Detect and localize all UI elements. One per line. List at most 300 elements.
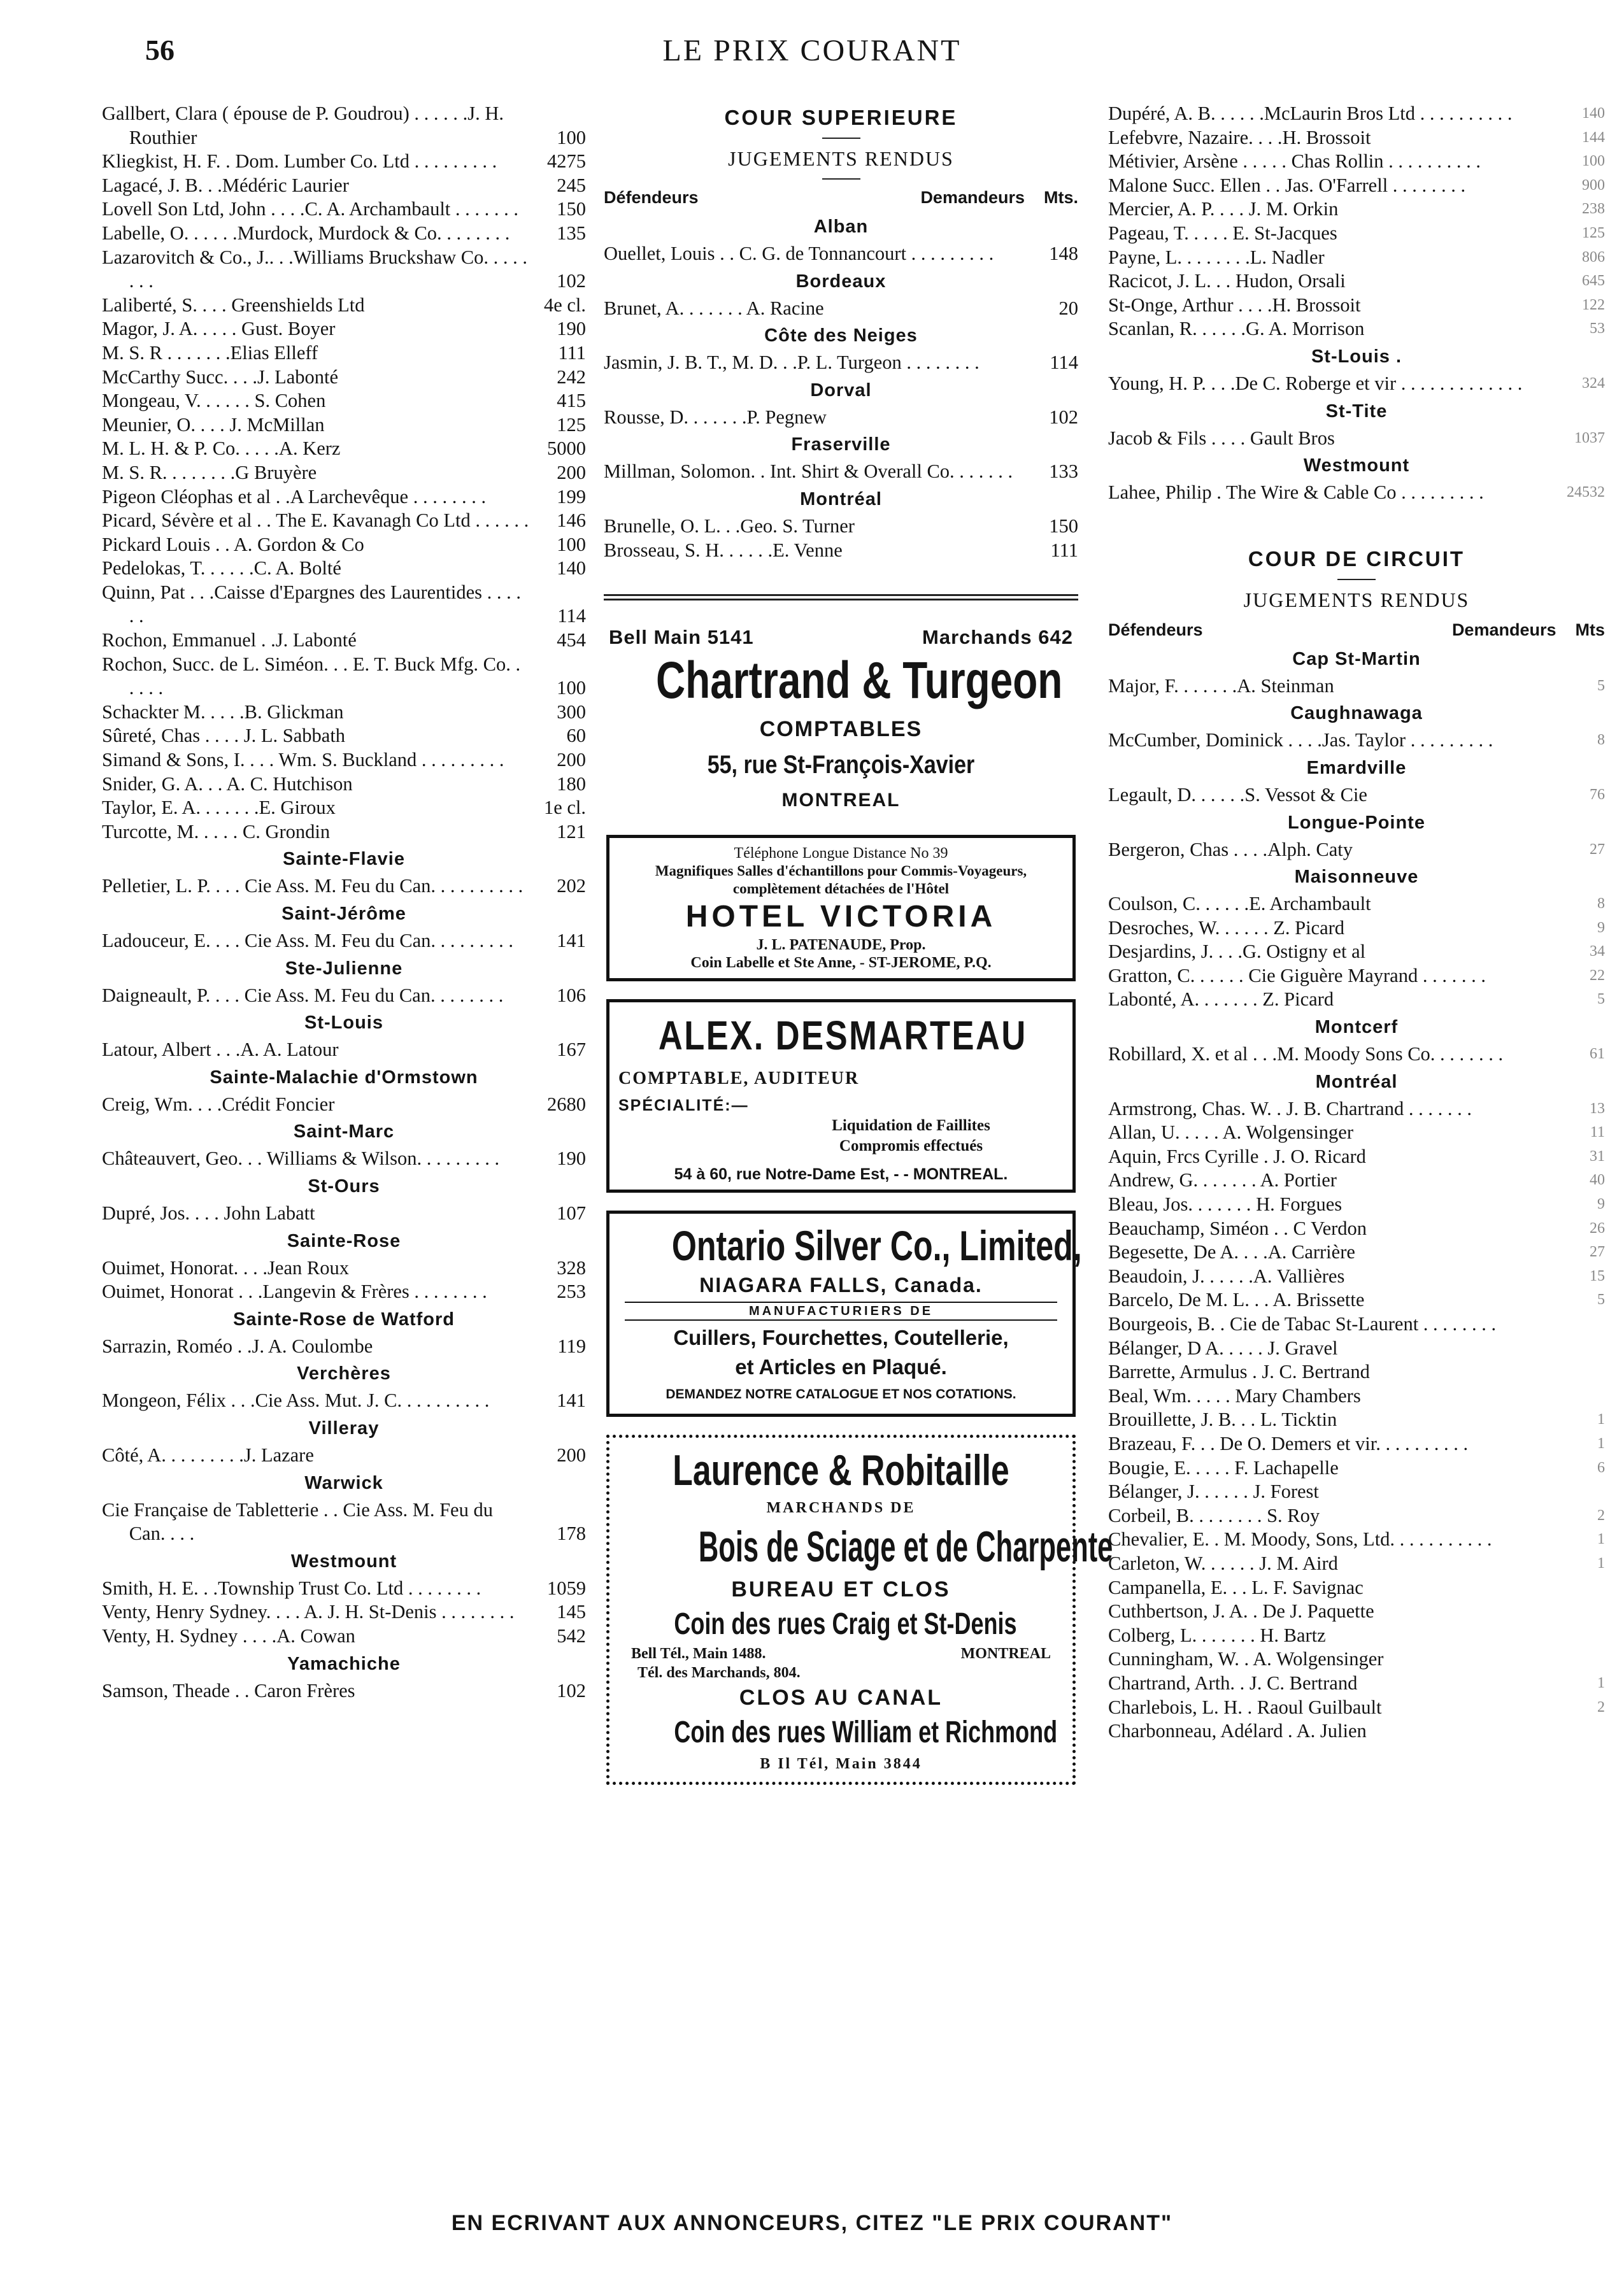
section-heading: Longue-Pointe [1288,812,1425,833]
entry-parties: Lovell Son Ltd, John . . . .C. A. Archambault . . . . . . . [102,198,519,220]
superior-court-title: COUR SUPERIEURE [724,106,958,129]
entry-parties: Métivier, Arsène . . . . . Chas Rollin . . . . . . . . . . [1108,150,1481,173]
judgment-entry [102,1679,586,1703]
judgment-entry [1108,1480,1605,1504]
judgment-entry [604,242,1078,266]
entry-parties: Bergeron, Chas . . . .Alph. Caty [1108,838,1353,860]
judgment-entry [102,413,586,437]
entry-parties: Gratton, C. . . . . . Cie Giguère Mayrand . . . . . . . [1108,964,1486,986]
judgment-entry [1108,783,1605,807]
section-heading: Sainte-Malachie d'Ormstown [210,1067,478,1088]
entry-amount: 4e cl. [543,294,586,316]
ontario-footer: DEMANDEZ NOTRE CATALOGUE ET NOS COTATIONS. [666,1387,1016,1402]
entry-parties: Kliegkist, H. F. . Dom. Lumber Co. Ltd . . . . . . . . . [102,150,497,173]
ad-laurence-robitaille [606,1435,1113,1785]
entry-parties: Rochon, Emmanuel . .J. Labonté [102,629,357,651]
ad-ontario-silver [606,1211,1082,1417]
judgment-entry [102,317,586,341]
entry-amount: 1 [1597,1674,1605,1691]
header-mts: Mts. [1044,188,1078,207]
entry-amount: 806 [1582,248,1605,266]
entry-parties: M. S. R. . . . . . . .G Bruyère [102,461,317,483]
entry-parties: Desroches, W. . . . . . Z. Picard [1108,916,1345,939]
entry-parties: Ladouceur, E. . . . Cie Ass. M. Feu du Can. . . . . . . . . [102,930,513,951]
entry-amount: 5000 [547,437,586,460]
judgment-entry [102,1038,586,1062]
entry-parties: Mongeon, Félix . . .Cie Ass. Mut. J. C. . . . . . . . . . [102,1389,490,1412]
judgment-entry [1108,1042,1605,1067]
judgment-entry [1108,269,1605,294]
entry-amount: 1e cl. [543,797,586,819]
judgment-entry [1108,728,1605,753]
divider [822,178,860,180]
judgment-entry [1108,1312,1605,1337]
judgment-entry [1108,1265,1605,1289]
entry-parties: Cie Française de Tabletterie . . Cie Ass. M. Feu du Can. . . . [102,1498,493,1545]
lr-bureau: BUREAU ET CLOS [731,1577,951,1602]
section-heading: St-Louis [304,1013,383,1034]
judgment-entry [102,984,586,1008]
ad-chartrand-turgeon [604,626,1078,817]
judgment-entry [1108,1504,1605,1528]
section-heading: Villeray [308,1418,380,1439]
right-column-continued-list [1108,102,1605,505]
ontario-products-1: Cuillers, Fourchettes, Coutellerie, [673,1326,1009,1350]
entry-parties: Allan, U. . . . . A. Wolgensinger [1108,1121,1353,1144]
section-heading: Saint-Jérôme [281,904,406,924]
entry-parties: Mongeau, V. . . . . . S. Cohen [102,390,326,412]
divider [1337,579,1376,580]
entry-parties: Corbeil, B. . . . . . . . S. Roy [1108,1504,1320,1526]
entry-parties: Charlebois, L. H. . Raoul Guilbault [1108,1696,1382,1718]
entry-parties: M. S. R . . . . . . .Elias Elleff [102,341,318,364]
judgment-entry [102,366,586,390]
section-heading: Montcerf [1314,1017,1399,1038]
judgment-entry [1108,294,1605,318]
middle-column [604,102,1113,1803]
judgment-entry [102,653,586,700]
entry-parties: Barrette, Armulus . J. C. Bertrand [1108,1361,1370,1383]
entry-parties: Young, H. P. . . .De C. Roberge et vir . . . . . . . . . . . . . [1108,372,1523,394]
entry-amount: 5 [1597,677,1605,694]
judgment-entry [102,150,586,174]
section-heading: Sainte-Flavie [283,849,405,870]
judgment-entry [102,509,586,533]
entry-parties: Smith, H. E. . .Township Trust Co. Ltd . . . . . . . . [102,1577,481,1599]
entry-parties: Dupré, Jos. . . . John Labatt [102,1202,315,1224]
judgment-entry [1108,988,1605,1012]
entry-parties: Coulson, C. . . . . .E. Archambault [1108,893,1371,915]
alex-service-faillites: Liquidation de Faillites [832,1117,990,1135]
section-heading: St-Louis . [1311,346,1402,367]
judgment-entry [1108,222,1605,246]
entry-parties: Millman, Solomon. . Int. Shirt & Overall Co. . . . . . . [604,460,1013,483]
entry-parties: Sarrazin, Roméo . .J. A. Coulombe [102,1335,373,1357]
judgment-entry [102,929,586,953]
entry-amount: 1 [1597,1411,1605,1428]
entry-parties: Châteauvert, Geo. . . Williams & Wilson. . . . . . . . . [102,1148,500,1170]
entry-amount: 200 [557,749,586,771]
judgment-entry [102,533,586,557]
entry-amount: 114 [1050,352,1078,374]
judgment-entry [1108,1360,1605,1384]
entry-parties: McCumber, Dominick . . . .Jas. Taylor . . . . . . . . . [1108,729,1493,751]
entry-amount: 202 [557,875,586,897]
entry-amount: 167 [557,1039,586,1061]
entry-parties: Brunelle, O. L. . .Geo. S. Turner [604,515,855,537]
section-heading: Fraserville [791,434,891,455]
entry-parties: Major, F. . . . . . .A. Steinman [1108,674,1334,697]
entry-amount: 141 [557,930,586,951]
entry-amount: 150 [1049,515,1078,537]
entry-parties: Labelle, O. . . . . .Murdock, Murdock & Co. . . . . . . . [102,222,510,244]
right-column [1108,102,1605,1744]
alex-address: 54 à 60, rue Notre-Dame Est, - - MONTREAL. [674,1165,1008,1184]
entry-amount: 100 [557,533,586,555]
entry-parties: Scanlan, R. . . . . .G. A. Morrison [1108,318,1365,340]
section-heading: Montréal [800,488,882,509]
entry-parties: Venty, Henry Sydney. . . . A. J. H. St-Denis . . . . . . . . [102,1601,515,1623]
ad-firm-name: Chartrand & Turgeon [655,651,1063,710]
section-heading: Saint-Marc [293,1121,395,1142]
entry-amount: 61 [1590,1046,1605,1063]
ad-bell-phone: Bell Main 5141 [609,626,754,649]
entry-amount: 114 [557,605,586,627]
judgment-entry [1108,1552,1605,1576]
judgment-entry [102,1389,586,1413]
hotel-description: Magnifiques Salles d'échantillons pour Commis-Voyageurs, complètement détachées de l'Hôtel [655,863,1027,897]
judgment-entry [102,557,586,581]
entry-amount: 133 [1049,460,1078,483]
header-demandeurs: Demandeurs [1451,620,1556,639]
ad-profession: COMPTABLES [759,717,923,742]
judgment-entry [102,772,586,797]
entry-parties: Bleau, Jos. . . . . . . H. Forgues [1108,1193,1343,1216]
entry-amount: 31 [1590,1148,1605,1165]
judgment-entry [1108,1408,1605,1432]
entry-amount: 15 [1590,1267,1605,1284]
entry-amount: 125 [557,413,586,436]
judgment-entry [102,1600,586,1624]
entry-parties: Brunet, A. . . . . . . A. Racine [604,297,824,319]
entry-parties: Taylor, E. A. . . . . . .E. Giroux [102,797,336,819]
section-heading: St-Tite [1325,401,1388,422]
entry-parties: Beauchamp, Siméon . . C Verdon [1108,1217,1367,1239]
entry-parties: Laliberté, S. . . . Greenshields Ltd [102,294,365,316]
entry-parties: Quinn, Pat . . .Caisse d'Epargnes des Laurentides . . . . . . [102,581,522,627]
entry-parties: Labonté, A. . . . . . . Z. Picard [1108,988,1334,1011]
judgment-entry [102,461,586,485]
entry-amount: 27 [1590,841,1605,858]
hotel-name: HOTEL VICTORIA [685,900,997,934]
entry-parties: Chartrand, Arth. . J. C. Bertrand [1108,1672,1358,1694]
entry-amount: 542 [557,1624,586,1647]
judgment-entry [1108,102,1605,126]
judgment-entry [1108,481,1605,505]
section-heading: Caughnawaga [1290,703,1423,724]
entry-parties: Mercier, A. P. . . . J. M. Orkin [1108,198,1339,220]
entry-parties: Meunier, O. . . . J. McMillan [102,413,325,436]
judgment-entry [102,1624,586,1649]
entry-parties: Armstrong, Chas. W. . J. B. Chartrand . . . . . . . [1108,1097,1472,1119]
judgment-entry [102,724,586,748]
double-rule [604,594,1078,600]
entry-parties: Bourgeois, B. . Cie de Tabac St-Laurent . . . . . . . . [1108,1313,1497,1335]
alex-specialite-label: SPÉCIALITÉ:— [618,1097,749,1115]
ad-city: MONTREAL [781,790,901,811]
section-heading: Verchères [297,1363,391,1384]
entry-amount: 180 [557,772,586,795]
judgment-entry [102,102,586,150]
entry-parties: Rochon, Succ. de L. Siméon. . . E. T. Buck Mfg. Co. . . . . . [102,653,521,699]
lr-name: Laurence & Robitaille [673,1446,1009,1495]
judgment-entry [102,748,586,772]
entry-parties: Turcotte, M. . . . . C. Grondin [102,820,331,842]
section-heading: Cap St-Martin [1292,648,1421,669]
section-heading: Sainte-Rose [287,1230,401,1251]
entry-amount: 6 [1597,1459,1605,1476]
circuit-court-headers [1108,616,1605,644]
entry-parties: Bélanger, D A. . . . . J. Gravel [1108,1337,1338,1359]
judgment-entry [1108,372,1605,396]
section-heading: Bordeaux [795,271,887,292]
judgment-entry [1108,1384,1605,1409]
judgment-entry [604,297,1078,321]
entry-amount: 144 [1582,129,1605,146]
entry-amount: 328 [557,1256,586,1279]
entry-parties: Cunningham, W. . A. Wolgensinger [1108,1648,1384,1670]
entry-parties: Carleton, W. . . . . . J. M. Aird [1108,1552,1338,1574]
entry-amount: 106 [557,984,586,1006]
entry-parties: Sûreté, Chas . . . . J. L. Sabbath [102,725,346,747]
entry-amount: 140 [557,557,586,579]
entry-parties: Pelletier, L. P. . . . Cie Ass. M. Feu du Can. . . . . . . . . . [102,875,524,897]
entry-amount: 76 [1590,786,1605,803]
ontario-manufacturers: MANUFACTURIERS DE [625,1302,1057,1321]
judgment-entry [102,294,586,318]
circuit-court-list [1108,644,1605,1744]
superior-court-headers [604,183,1078,211]
lr-product: Bois de Sciage et de Charpente [698,1523,1113,1572]
alex-service-compromis: Compromis effectués [839,1137,983,1155]
entry-amount: 100 [557,126,586,148]
entry-parties: Pageau, T. . . . . E. St-Jacques [1108,222,1337,244]
judgment-entry [102,1444,586,1468]
entry-amount: 178 [557,1523,586,1545]
judgment-entry [102,1335,586,1359]
entry-amount: 1 [1597,1554,1605,1572]
lr-tel-bell: Bell Tél., Main 1488. [631,1645,766,1663]
judgment-entry [604,539,1078,563]
section-heading: Warwick [304,1472,383,1493]
judgment-entry [1108,1432,1605,1456]
judgment-entry [102,246,586,294]
entry-amount: 22 [1590,967,1605,984]
entry-amount: 24532 [1567,484,1605,501]
left-column [102,102,586,1703]
entry-amount: 102 [557,270,586,292]
judgment-entry [102,174,586,198]
judgment-entry [102,796,586,820]
lr-tel-main: B Il Tél, Main 3844 [760,1756,922,1773]
entry-amount: 102 [557,1679,586,1702]
section-heading: Dorval [810,380,872,401]
judgment-entry [1108,246,1605,270]
entry-amount: 13 [1590,1100,1605,1117]
entry-amount: 238 [1582,201,1605,218]
entry-parties: Schackter M. . . . .B. Glickman [102,700,344,723]
entry-amount: 125 [1582,224,1605,241]
circuit-court-title: COUR DE CIRCUIT [1248,546,1465,571]
judgment-entry [102,820,586,844]
entry-parties: Pedelokas, T. . . . . .C. A. Bolté [102,557,341,579]
hotel-address: Coin Labelle et Ste Anne, - ST-JEROME, P.Q. [690,955,992,972]
entry-parties: Ouimet, Honorat. . . .Jean Roux [102,1256,349,1279]
entry-amount: 20 [1058,297,1078,319]
judgment-entry [1108,1528,1605,1552]
entry-amount: 119 [557,1335,586,1357]
section-heading: Westmount [1303,455,1410,476]
entry-amount: 102 [1049,406,1078,428]
lr-clos: CLOS AU CANAL [739,1686,943,1710]
entry-amount: 5 [1597,1291,1605,1309]
entry-parties: Brazeau, F. . . De O. Demers et vir. . . . . . . . . . [1108,1432,1469,1454]
superior-court-list [604,211,1078,562]
entry-amount: 253 [557,1281,586,1303]
judgment-entry [1108,1696,1605,1720]
judgment-entry [102,1147,586,1171]
section-heading: Montréal [1315,1071,1398,1092]
entry-parties: Brosseau, S. H. . . . . .E. Venne [604,539,843,561]
judgment-entry [102,629,586,653]
judgment-entry [1108,838,1605,862]
judgment-entry [1108,1169,1605,1193]
entry-amount: 1 [1597,1435,1605,1452]
judgment-entry [1108,1288,1605,1312]
judgment-entry [102,1202,586,1226]
entry-parties: Lazarovitch & Co., J.. . .Williams Bruckshaw Co. . . . . . . . [102,246,527,292]
entry-amount: 324 [1582,374,1605,392]
entry-parties: Magor, J. A. . . . . Gust. Boyer [102,318,336,340]
entry-parties: Côté, A. . . . . . . . .J. Lazare [102,1444,314,1466]
lr-corner-william: Coin des rues William et Richmond [674,1716,1058,1750]
judgment-entry [1108,150,1605,174]
lr-tel-marchands: Tél. des Marchands, 804. [637,1665,801,1682]
entry-parties: Campanella, E. . . L. F. Savignac [1108,1576,1364,1598]
entry-parties: Malone Succ. Ellen . . Jas. O'Farrell . . . . . . . . [1108,174,1466,196]
judgment-entry [1108,1647,1605,1672]
entry-amount: 300 [557,700,586,723]
page-number: 56 [145,34,175,66]
ontario-name: Ontario Silver Co., Limited, [671,1222,1082,1270]
section-heading: Côte des Neiges [764,325,918,346]
entry-parties: Cuthbertson, J. A. . De J. Paquette [1108,1600,1374,1623]
judgment-entry [1108,1097,1605,1121]
judgment-entry [1108,1240,1605,1265]
entry-amount: 122 [1582,296,1605,313]
entry-amount: 11 [1590,1124,1605,1141]
entry-amount: 100 [557,677,586,699]
section-heading: Sainte-Rose de Watford [232,1309,455,1330]
entry-parties: Venty, H. Sydney . . . .A. Cowan [102,1624,355,1647]
entry-amount: 40 [1590,1172,1605,1189]
entry-parties: St-Onge, Arthur . . . .H. Brossoit [1108,294,1361,316]
entry-parties: Pigeon Cléophas et al . .A Larchevêque . . . . . . . . [102,485,487,508]
judgment-entry [1108,174,1605,198]
judgment-entry [604,515,1078,539]
entry-parties: Samson, Theade . . Caron Frères [102,1679,355,1702]
section-heading: Emardville [1306,757,1407,778]
entry-parties: Daigneault, P. . . . Cie Ass. M. Feu du Can. . . . . . . . [102,984,504,1006]
header-defendeurs: Défendeurs [604,188,699,207]
entry-parties: Beal, Wm. . . . . Mary Chambers [1108,1384,1361,1407]
judgment-entry [1108,674,1605,699]
lr-city: MONTREAL [960,1645,1051,1663]
section-heading: Ste-Julienne [285,958,403,979]
entry-parties: Barcelo, De M. L. . . A. Brissette [1108,1289,1365,1311]
judgment-entry [1108,1193,1605,1217]
judgment-entry [102,485,586,509]
entry-amount: 5 [1597,991,1605,1008]
ontario-location: NIAGARA FALLS, Canada. [699,1274,983,1297]
entry-amount: 27 [1590,1244,1605,1261]
judgment-entry [1108,1337,1605,1361]
judgment-entry [1108,1145,1605,1169]
entry-amount: 135 [557,222,586,244]
judgment-entry [102,1577,586,1601]
judgment-entry [102,874,586,899]
entry-amount: 111 [558,341,586,364]
entry-amount: 245 [557,174,586,196]
hotel-phone: Téléphone Longue Distance No 39 [734,845,948,862]
entry-parties: Legault, D. . . . . .S. Vessot & Cie [1108,783,1367,806]
entry-parties: Robillard, X. et al . . .M. Moody Sons Co. . . . . . . . [1108,1043,1504,1065]
entry-parties: Bélanger, J. . . . . . J. Forest [1108,1481,1319,1503]
judgment-entry [1108,126,1605,150]
entry-parties: Snider, G. A. . . A. C. Hutchison [102,772,353,795]
entry-amount: 60 [566,725,586,747]
entry-parties: Creig, Wm. . . .Crédit Foncier [102,1093,335,1115]
judgment-entry [102,197,586,222]
section-heading: Westmount [290,1551,397,1572]
alex-name: ALEX. DESMARTEAU [658,1013,1027,1059]
ad-alex-desmarteau [606,999,1076,1193]
entry-parties: Latour, Albert . . .A. A. Latour [102,1039,339,1061]
entry-parties: Charbonneau, Adélard . A. Julien [1108,1720,1367,1742]
judgment-entry [1108,916,1605,941]
judgment-entry [1108,1672,1605,1696]
entry-amount: 100 [1582,153,1605,170]
entry-amount: 148 [1049,243,1078,264]
entry-amount: 4275 [547,150,586,173]
entry-parties: Lefebvre, Nazaire. . . .H. Brossoit [1108,126,1371,148]
judgment-entry [102,1093,586,1117]
entry-parties: Payne, L. . . . . . . .L. Nadler [1108,246,1325,268]
entry-parties: Dupéré, A. B. . . . . .McLaurin Bros Ltd . . . . . . . . . . [1108,103,1513,124]
judgment-entry [1108,1600,1605,1624]
header-mts: Mts [1575,620,1605,639]
entry-amount: 199 [557,485,586,508]
entry-amount: 200 [557,1444,586,1466]
entry-amount: 150 [557,198,586,220]
judgment-entry [102,581,586,629]
judgment-entry [1108,940,1605,964]
entry-parties: McCarthy Succ. . . .J. Labonté [102,366,339,388]
judgment-entry [604,351,1078,375]
header-defendeurs: Défendeurs [1108,620,1203,639]
entry-amount: 454 [557,629,586,651]
page-footer: EN ECRIVANT AUX ANNONCEURS, CITEZ "LE PRIX COURANT" [451,2211,1173,2235]
